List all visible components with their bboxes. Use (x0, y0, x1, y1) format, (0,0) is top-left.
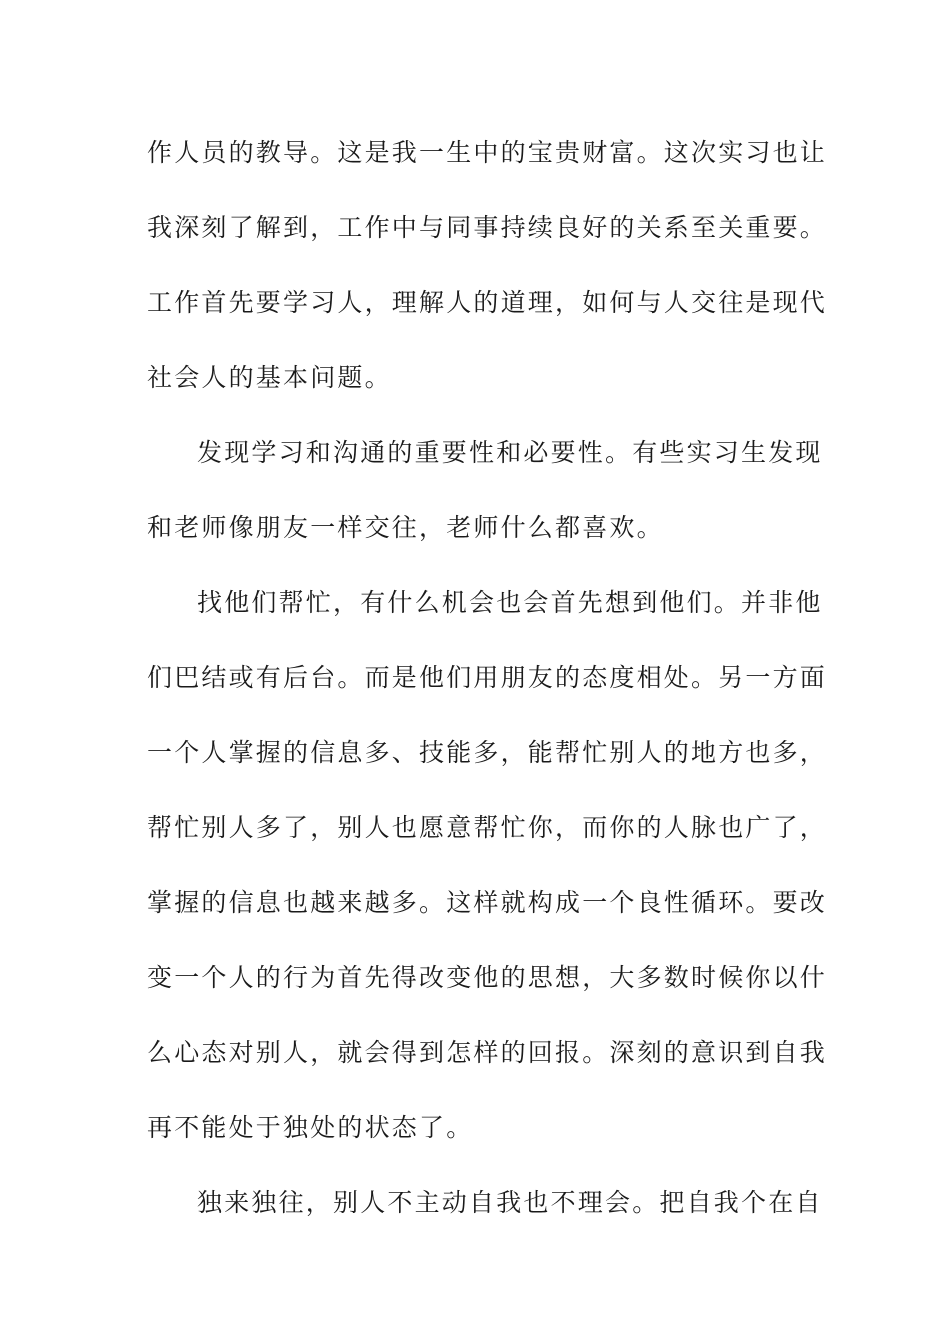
text-line: 和老师像朋友一样交往，老师什么都喜欢。 (147, 513, 664, 542)
text-line: 一个人掌握的信息多、技能多，能帮忙别人的地方也多， (147, 738, 828, 767)
text-line: 么心态对别人，就会得到怎样的回报。深刻的意识到自我 (147, 1038, 828, 1067)
text-line: 再不能处于独处的状态了。 (147, 1113, 474, 1142)
text-line: 工作首先要学习人，理解人的道理，如何与人交往是现代 (147, 288, 828, 317)
text-line: 帮忙别人多了，别人也愿意帮忙你，而你的人脉也广了， (147, 813, 828, 842)
text-line: 作人员的教导。这是我一生中的宝贵财富。这次实习也让 (147, 138, 828, 167)
text-line: 社会人的基本问题。 (147, 363, 392, 392)
paragraph-start-line: 找他们帮忙，有什么机会也会首先想到他们。并非他 (197, 588, 823, 617)
paragraph-start-line: 独来独往，别人不主动自我也不理会。把自我个在自 (197, 1188, 823, 1217)
text-line: 掌握的信息也越来越多。这样就构成一个良性循环。要改 (147, 888, 828, 917)
text-line: 我深刻了解到，工作中与同事持续良好的关系至关重要。 (147, 213, 828, 242)
paragraph-start-line: 发现学习和沟通的重要性和必要性。有些实习生发现 (197, 438, 823, 467)
text-line: 们巴结或有后台。而是他们用朋友的态度相处。另一方面 (147, 663, 828, 692)
body-text (147, 133, 828, 1258)
text-line: 变一个人的行为首先得改变他的思想，大多数时候你以什 (147, 963, 828, 992)
